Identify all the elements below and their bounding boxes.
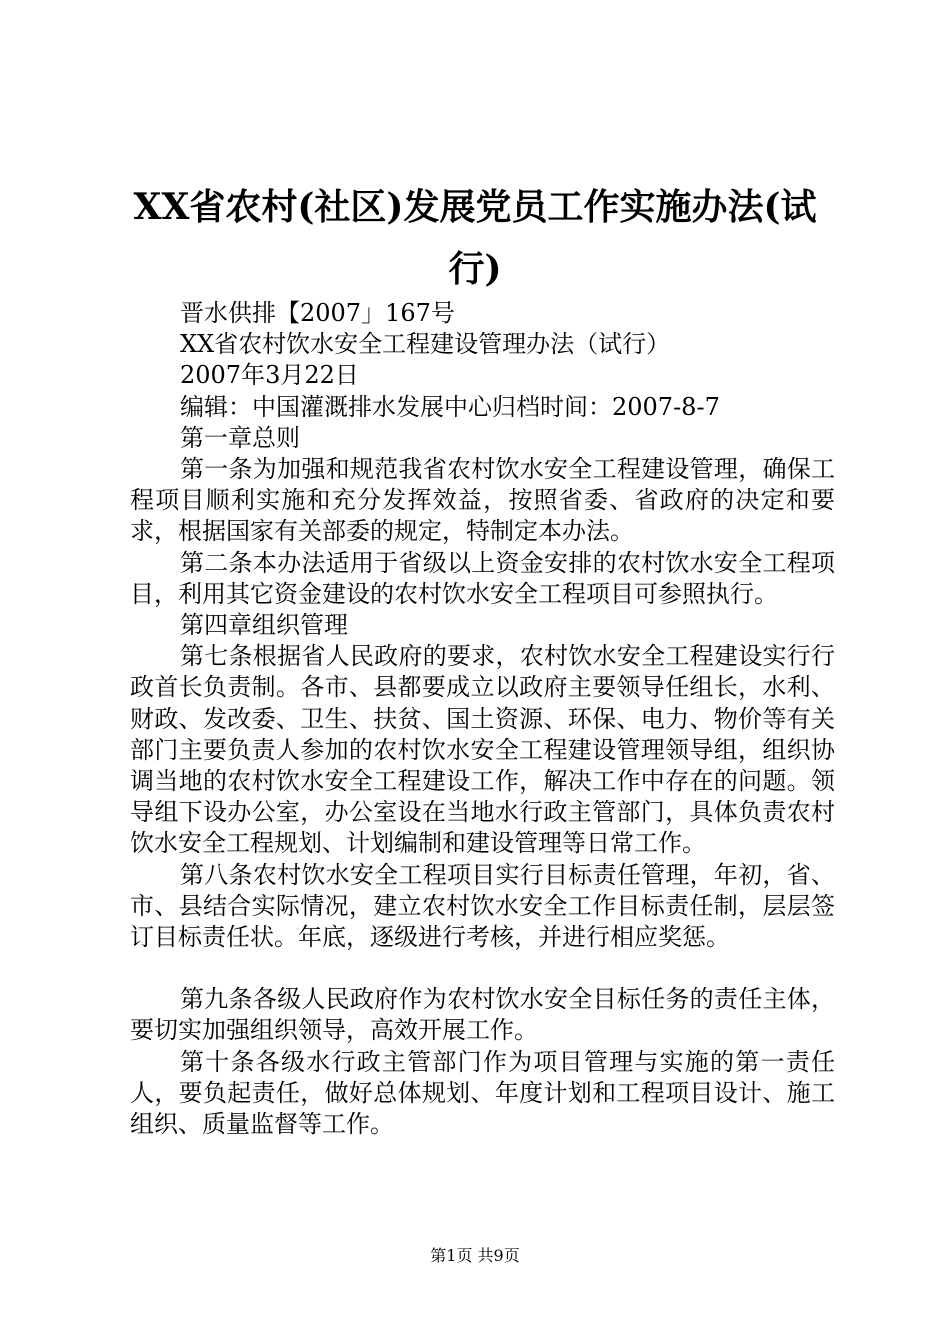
article-10: 第十条各级水行政主管部门作为项目管理与实施的第一责任人，要负起责任，做好总体规划、年度计划和工程项目设计、施工组织、质量监督等工作。 — [130, 1047, 835, 1139]
document-number: 晋水供排【2007」167号 — [180, 299, 455, 327]
document-title-line-1: XX省农村(社区)发展党员工作实施办法(试 — [133, 186, 817, 228]
article-9: 第九条各级人民政府作为农村饮水安全目标任务的责任主体，要切实加强组织领导，高效开展工作。 — [130, 985, 835, 1045]
chapter-4-heading: 第四章组织管理 — [180, 611, 348, 640]
article-8: 第八条农村饮水安全工程项目实行目标责任管理，年初，省、市、县结合实际情况，建立农村饮水安全工作目标责任制，层层签订目标责任状。年底，逐级进行考核，并进行相应奖惩。 — [130, 860, 835, 952]
editor-archive-line: 编辑：中国灌溉排水发展中心归档时间：2007-8-7 — [180, 392, 720, 421]
issue-date: 2007年3月22日 — [180, 361, 359, 390]
regulation-title: XX省农村饮水安全工程建设管理办法（试行） — [180, 330, 671, 359]
article-7: 第七条根据省人民政府的要求，农村饮水安全工程建设实行行政首长负责制。各市、县都要成立以政府主要领导任组长，水利、财政、发改委、卫生、扶贫、国土资源、环保、电力、物价等有关部门主要负责人参加的农村饮水安全工程建设管理领导组，组织协调当地的农村饮水安全工程建设工作，解决工作中存在的问题。领导组下设办公室，办公室设在当地水行政主管部门，具体负责农村饮水安全工程规划、计划编制和建设管理等日常工作。 — [130, 642, 835, 858]
document-body — [130, 298, 835, 1140]
document-title-line-2: 行) — [448, 248, 502, 290]
article-2: 第二条本办法适用于省级以上资金安排的农村饮水安全工程项目，利用其它资金建设的农村饮水安全工程项目可参照执行。 — [130, 548, 835, 608]
article-1: 第一条为加强和规范我省农村饮水安全工程建设管理，确保工程项目顺利实施和充分发挥效益，按照省委、省政府的决定和要求，根据国家有关部委的规定，特制定本办法。 — [130, 455, 835, 546]
paragraph-spacer — [130, 953, 835, 984]
chapter-1-heading: 第一章总则 — [180, 423, 300, 452]
page-footer: 第1页 共9页 — [430, 1246, 520, 1265]
